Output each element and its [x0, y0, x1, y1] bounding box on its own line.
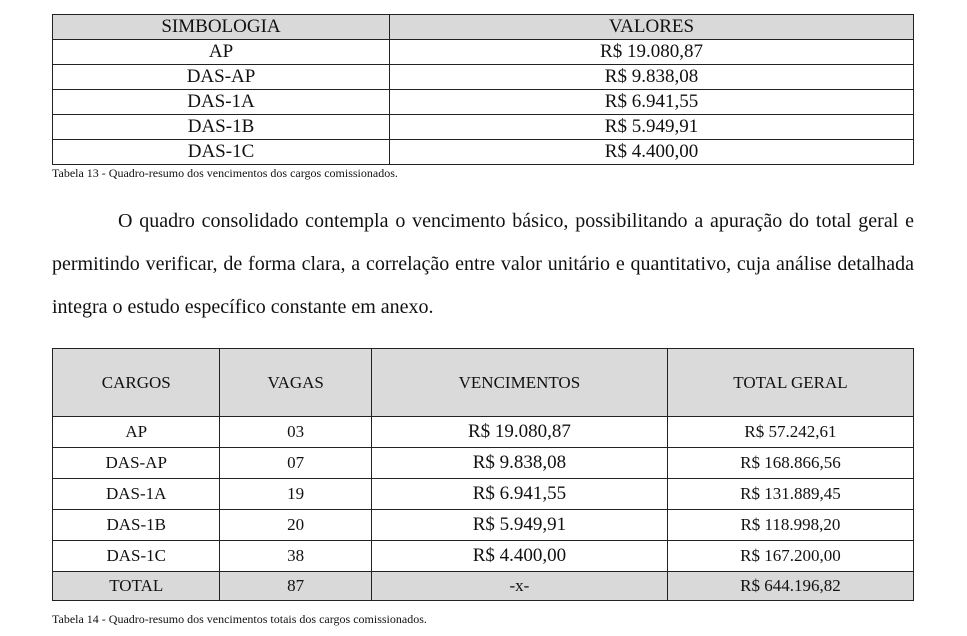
table-cell: R$ 6.941,55: [371, 479, 667, 510]
table-cell: AP: [53, 40, 390, 65]
table-cell: DAS-1A: [53, 479, 220, 510]
column-header-vencimentos: VENCIMENTOS: [371, 349, 667, 417]
table-cell: R$ 118.998,20: [667, 510, 913, 541]
table-cell: DAS-1B: [53, 510, 220, 541]
table-row: [53, 40, 914, 65]
table-cell: 19: [220, 479, 371, 510]
table-14: [52, 348, 914, 601]
column-header-total-geral: TOTAL GERAL: [667, 349, 913, 417]
body-paragraph: [52, 200, 914, 329]
column-header-simbologia: SIMBOLOGIA: [53, 15, 390, 40]
table-cell: DAS-1C: [53, 541, 220, 572]
table-cell: R$ 5.949,91: [371, 510, 667, 541]
column-header-vagas: VAGAS: [220, 349, 371, 417]
column-header-cargos: CARGOS: [53, 349, 220, 417]
column-header-valores: VALORES: [390, 15, 914, 40]
table-cell: R$ 57.242,61: [667, 417, 913, 448]
table-header-row: [53, 349, 914, 417]
table-row: [53, 90, 914, 115]
total-vagas: 87: [220, 572, 371, 601]
table-row: [53, 65, 914, 90]
table-cell: R$ 19.080,87: [371, 417, 667, 448]
table-cell: DAS-AP: [53, 448, 220, 479]
table-cell: R$ 167.200,00: [667, 541, 913, 572]
table-row: [53, 115, 914, 140]
table-cell: 20: [220, 510, 371, 541]
table-row: [53, 140, 914, 165]
table-cell: R$ 6.941,55: [390, 90, 914, 115]
table-header-row: [53, 15, 914, 40]
table-14-caption: Tabela 14 - Quadro-resumo dos vencimentos totais dos cargos comissionados.: [52, 612, 427, 626]
table-13-caption: Tabela 13 - Quadro-resumo dos vencimentos dos cargos comissionados.: [52, 166, 398, 180]
table-row: [53, 510, 914, 541]
total-geral: R$ 644.196,82: [667, 572, 913, 601]
table-cell: DAS-1B: [53, 115, 390, 140]
table-row: [53, 448, 914, 479]
table-cell: R$ 4.400,00: [371, 541, 667, 572]
paragraph-text: O quadro consolidado contempla o vencimento básico, possibilitando a apuração do total geral e permitindo verificar, de forma clara, a correlação entre valor unitário e quantitativo, cuja análise detalhada integra o estudo específico constante em anexo.: [52, 210, 914, 318]
table-cell: 07: [220, 448, 371, 479]
table-cell: R$ 19.080,87: [390, 40, 914, 65]
table-cell: R$ 4.400,00: [390, 140, 914, 165]
table-row: [53, 417, 914, 448]
table-cell: DAS-AP: [53, 65, 390, 90]
table-cell: R$ 9.838,08: [371, 448, 667, 479]
table-cell: AP: [53, 417, 220, 448]
table-row: [53, 479, 914, 510]
total-vencimentos: -x-: [371, 572, 667, 601]
table-cell: R$ 5.949,91: [390, 115, 914, 140]
table-cell: 03: [220, 417, 371, 448]
table-cell: 38: [220, 541, 371, 572]
table-total-row: [53, 572, 914, 601]
table-cell: R$ 131.889,45: [667, 479, 913, 510]
table-cell: R$ 168.866,56: [667, 448, 913, 479]
table-cell: R$ 9.838,08: [390, 65, 914, 90]
table-cell: DAS-1C: [53, 140, 390, 165]
table-13: [52, 14, 914, 165]
table-cell: DAS-1A: [53, 90, 390, 115]
table-row: [53, 541, 914, 572]
total-label: TOTAL: [53, 572, 220, 601]
